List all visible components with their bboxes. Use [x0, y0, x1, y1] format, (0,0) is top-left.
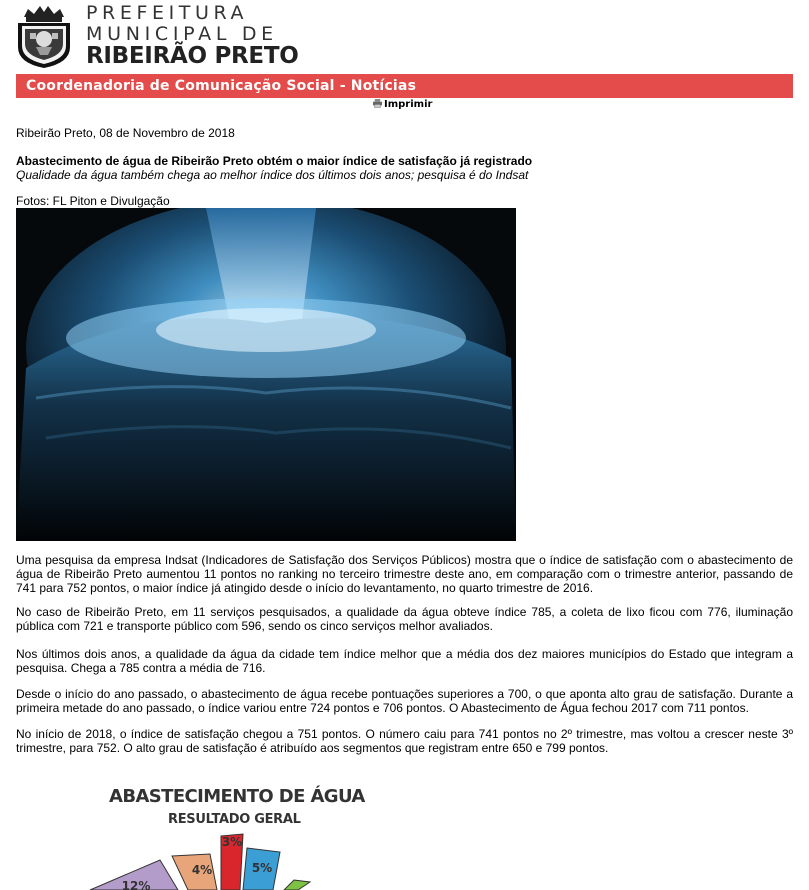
- pie-slice-4-label: 4%: [191, 863, 213, 877]
- article-paragraph: No início de 2018, o índice de satisfação chegou a 751 pontos. O número caiu para 741 pontos no 2º trimestre, mas voltou a crescer neste 3º trimestre, para 752. O alto grau de satisfação é atribuído aos segmentos que registram entre 650 e 799 pontos.: [16, 727, 793, 755]
- section-banner: [16, 74, 793, 98]
- pie-slice-green: [284, 880, 310, 890]
- photo-credit: Fotos: FL Piton e Divulgação: [16, 194, 170, 208]
- pie-slice-3-label: 3%: [221, 835, 243, 849]
- article-subhead: Qualidade da água também chega ao melhor índice dos últimos dois anos; pesquisa é do Indsat: [16, 168, 529, 182]
- banner-title: Coordenadoria de Comunicação Social - Notícias: [26, 78, 417, 94]
- city-crest-logo: [16, 3, 72, 69]
- site-header: [16, 3, 316, 69]
- article-paragraph: Uma pesquisa da empresa Indsat (Indicadores de Satisfação dos Serviços Públicos) mostra que o índice de satisfação com o abastecimento de água de Ribeirão Preto aumentou 11 pontos no ranking no terceiro trimestre deste ano, em comparação com o trimestre anterior, passando de 741 para 752 pontos, o maior índice já atingido desde o início do levantamento, no quarto trimestre de 2016.: [16, 553, 793, 595]
- article-paragraph: No caso de Ribeirão Preto, em 11 serviços pesquisados, a qualidade da água obteve índice 785, a coleta de lixo ficou com 776, iluminação pública com 721 e transporte público com 596, sendo os cinco serviços melhor avaliados.: [16, 605, 793, 633]
- print-button[interactable]: [373, 99, 432, 113]
- pie-slice-12-label: 12%: [121, 879, 151, 890]
- logo-text-prefeitura: PREFEITURA: [86, 2, 249, 24]
- logo-text-city: RIBEIRÃO PRETO: [86, 43, 299, 69]
- article-headline: Abastecimento de água de Ribeirão Preto obtém o maior índice de satisfação já registrado: [16, 154, 533, 168]
- water-supply-chart: [80, 778, 480, 890]
- article-paragraph: Desde o início do ano passado, o abastecimento de água recebe pontuações superiores a 700, o que aponta alto grau de satisfação. Durante a primeira metade do ano passado, o índice variou entre 724 pontos e 706 pontos. O Abastecimento de Água fechou 2017 com 711 pontos.: [16, 687, 793, 715]
- print-label: Imprimir: [384, 99, 433, 110]
- logo-text-municipal: MUNICIPAL DE: [86, 23, 278, 45]
- article-paragraph: Nos últimos dois anos, a qualidade da água da cidade tem índice melhor que a média dos dez maiores municípios do Estado que integram a pesquisa. Chega a 785 contra a média de 716.: [16, 647, 793, 675]
- pie-slice-5-label: 5%: [251, 861, 273, 875]
- printer-icon: [373, 99, 382, 108]
- chart-subtitle: RESULTADO GERAL: [168, 812, 301, 827]
- article-photo-water: [16, 208, 516, 541]
- chart-title: ABASTECIMENTO DE ÁGUA: [109, 786, 365, 807]
- article-dateline: Ribeirão Preto, 08 de Novembro de 2018: [16, 126, 235, 140]
